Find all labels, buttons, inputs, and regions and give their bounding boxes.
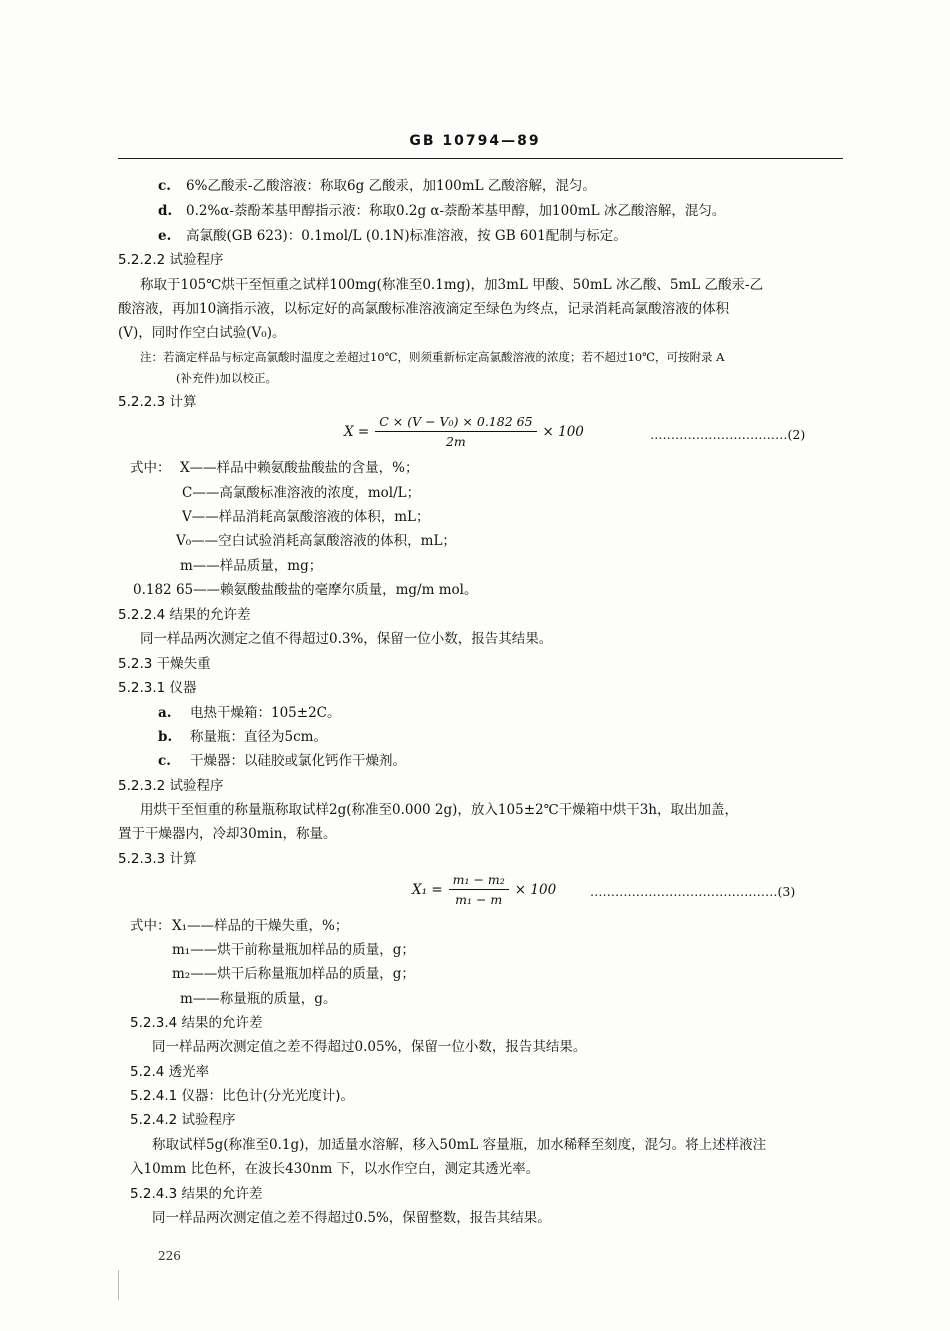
formula-2-denominator: 2m: [445, 434, 466, 449]
paragraph-line: 同一样品两次测定值之差不得超过0.05%，保留一位小数，报告其结果。: [152, 1039, 587, 1055]
header-rule: [118, 158, 843, 159]
note-line: 注：若滴定样品与标定高氯酸时温度之差超过10℃，则须重新标定高氯酸溶液的浓度；若不超过10℃，可按附录 A: [140, 350, 725, 364]
paragraph-line: 同一样品两次测定之值不得超过0.3%，保留一位小数，报告其结果。: [140, 631, 553, 647]
where-item: m——样品质量，mg；: [180, 558, 323, 574]
section-5-2-4-3-heading: 5.2.4.3 结果的允许差: [130, 1186, 263, 1202]
paragraph-line: 同一样品两次测定值之差不得超过0.5%，保留整数，报告其结果。: [152, 1210, 551, 1226]
equation-number-3: ………………………………………(3): [590, 884, 796, 899]
paragraph-line: 称取于105℃烘干至恒重之试样100mg(称准至0.1mg)，加3mL 甲酸、50mL 冰乙酸、5mL 乙酸汞-乙: [140, 277, 764, 293]
paragraph-line: (V)，同时作空白试验(V₀)。: [118, 325, 286, 341]
where-label: 式中：: [130, 918, 171, 934]
reagent-c-label: c.: [158, 178, 171, 194]
where-item: m₂——烘干后称量瓶加样品的质量，g；: [172, 966, 415, 982]
section-5-2-3-3-heading: 5.2.3.3 计算: [118, 851, 197, 867]
section-5-2-3-1-heading: 5.2.3.1 仪器: [118, 680, 197, 696]
formula-2-tail: × 100: [542, 423, 584, 440]
where-item: C——高氯酸标准溶液的浓度，mol/L；: [182, 485, 421, 501]
formula-2-lhs: X =: [344, 423, 370, 440]
item-a-text: 电热干燥箱：105±2C。: [190, 705, 341, 721]
section-5-2-4-heading: 5.2.4 透光率: [130, 1064, 210, 1080]
formula-3-fraction: [449, 872, 509, 907]
where-item: m₁——烘干前称量瓶加样品的质量，g；: [172, 942, 415, 958]
where-item: X——样品中赖氨酸盐酸盐的含量，%；: [180, 460, 419, 476]
reagent-c-text: 6%乙酸汞-乙酸溶液：称取6g 乙酸汞，加100mL 乙酸溶解，混匀。: [186, 178, 596, 194]
formula-2-fraction: [375, 414, 536, 449]
section-5-2-4-1-heading: 5.2.4.1 仪器：比色计(分光光度计)。: [130, 1088, 355, 1104]
paragraph-line: 置于干燥器内，冷却30min，称量。: [118, 826, 337, 842]
paragraph-line: 入10mm 比色杯，在波长430nm 下，以水作空白，测定其透光率。: [130, 1161, 540, 1177]
section-5-2-4-2-heading: 5.2.4.2 试验程序: [130, 1112, 236, 1128]
formula-3-numerator: m₁ − m₂: [449, 872, 509, 890]
section-5-2-3-heading: 5.2.3 干燥失重: [118, 656, 211, 672]
item-b-text: 称量瓶：直径为5cm。: [190, 729, 327, 745]
scan-mark: [118, 1270, 119, 1300]
equation-number-2: ……………………………(2): [650, 427, 806, 442]
section-5-2-3-4-heading: 5.2.3.4 结果的允许差: [130, 1015, 263, 1031]
formula-3-denominator: m₁ − m: [455, 892, 503, 907]
where-item: m——称量瓶的质量，g。: [180, 991, 337, 1007]
reagent-e-label: e.: [158, 228, 172, 244]
where-item: 0.182 65——赖氨酸盐酸盐的毫摩尔质量，mg/m mol。: [133, 582, 478, 598]
formula-3: [412, 872, 556, 907]
formula-3-lhs: X₁ =: [412, 881, 443, 898]
paragraph-line: 称取试样5g(称准至0.1g)，加适量水溶解，移入50mL 容量瓶，加水稀释至刻度，混匀。将上述样液注: [152, 1137, 767, 1153]
reagent-d-label: d.: [158, 203, 173, 219]
note-line: (补充件)加以校正。: [176, 371, 277, 385]
paragraph-line: 用烘干至恒重的称量瓶称取试样2g(称准至0.000 2g)，放入105±2℃干燥箱中烘干3h，取出加盖，: [140, 802, 738, 818]
item-c-label: c.: [158, 753, 171, 769]
where-item: V₀——空白试验消耗高氯酸溶液的体积，mL；: [176, 533, 456, 549]
item-b-label: b.: [158, 729, 173, 745]
paragraph-line: 酸溶液，再加10滴指示液，以标定好的高氯酸标准溶液滴定至绿色为终点，记录消耗高氯酸溶液的体积: [118, 301, 730, 317]
formula-2: [344, 414, 584, 449]
formula-3-tail: × 100: [514, 881, 557, 898]
where-item: V——样品消耗高氯酸溶液的体积，mL；: [182, 509, 430, 525]
where-item: X₁——样品的干燥失重，%；: [172, 918, 349, 934]
section-5-2-2-4-heading: 5.2.2.4 结果的允许差: [118, 607, 251, 623]
item-c-text: 干燥器：以硅胶或氯化钙作干燥剂。: [190, 753, 406, 769]
reagent-d-text: 0.2%α-萘酚苯基甲醇指示液：称取0.2g α-萘酚苯基甲醇，加100mL 冰乙酸溶解，混匀。: [186, 203, 726, 219]
section-5-2-2-2-heading: 5.2.2.2 试验程序: [118, 252, 224, 268]
standard-code-header: GB 10794—89: [409, 133, 541, 149]
item-a-label: a.: [158, 705, 172, 721]
page-number: 226: [158, 1249, 181, 1263]
where-label: 式中：: [130, 460, 171, 476]
formula-2-numerator: C × (V − V₀) × 0.182 65: [375, 414, 536, 432]
section-5-2-3-2-heading: 5.2.3.2 试验程序: [118, 778, 224, 794]
reagent-e-text: 高氯酸(GB 623)：0.1mol/L (0.1N)标准溶液，按 GB 601配制与标定。: [186, 228, 627, 244]
section-5-2-2-3-heading: 5.2.2.3 计算: [118, 394, 197, 410]
